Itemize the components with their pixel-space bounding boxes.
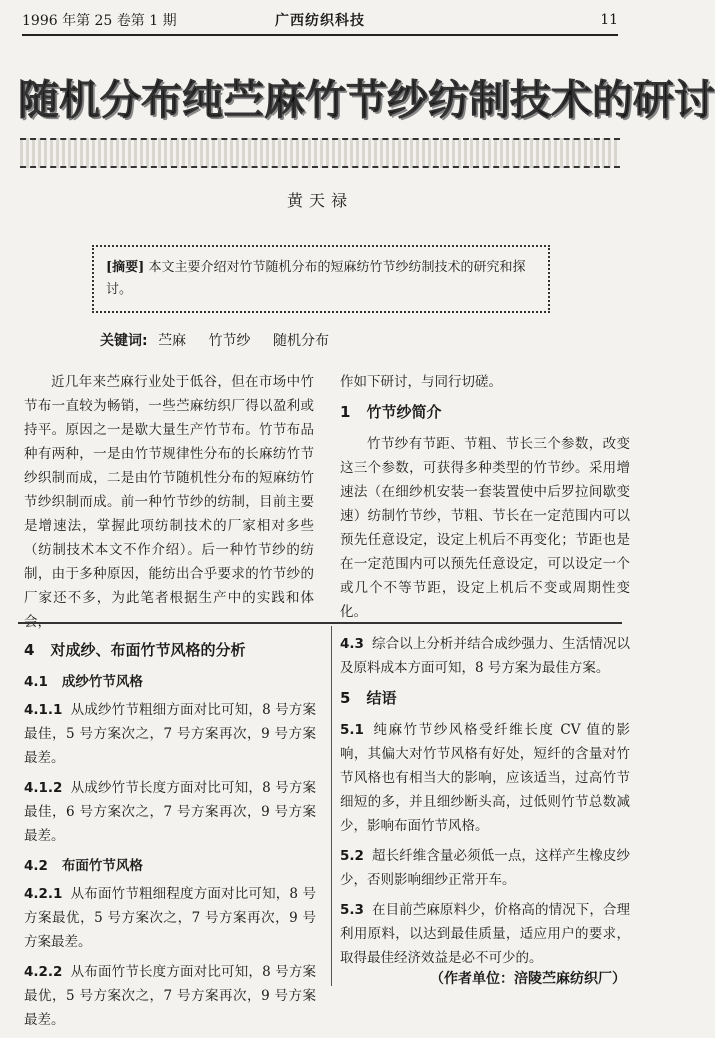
intro-column-right	[340, 370, 630, 624]
section-5-column	[340, 632, 630, 976]
paragraph-number: 5.3	[340, 902, 364, 918]
author-affiliation: （作者单位：涪陵苎麻纺织厂）	[430, 971, 626, 987]
intro-continuation: 作如下研讨，与同行切磋。	[340, 374, 502, 390]
paragraph-text: 在目前苎麻原料少，价格高的情况下，合理利用原料，以达到最佳质量，适应用户的要求，取得最佳经济效益是必不可少的。	[340, 902, 630, 966]
paragraph-5-2	[340, 844, 630, 892]
section-title: 对成纱、布面竹节风格的分析	[50, 641, 246, 659]
keyword-item: 随机分布	[272, 333, 329, 349]
section-number: 4	[24, 641, 35, 659]
keyword-item: 竹节纱	[208, 333, 251, 349]
column-divider	[331, 626, 332, 986]
subsection-title: 布面竹节风格	[61, 858, 143, 874]
keyword-item: 苎麻	[158, 333, 187, 349]
section-number: 5	[340, 689, 351, 707]
paragraph-4-1-2	[24, 776, 316, 848]
author-name: 黄天禄	[286, 191, 353, 210]
section-title: 结语	[366, 689, 397, 707]
paragraph-number: 4.2.2	[24, 964, 63, 980]
paragraph-4-2-2	[24, 960, 316, 1032]
paragraph-number: 4.2.1	[24, 886, 63, 902]
paragraph-text: 超长纤维含量必须低一点，这样产生橡皮纱少，否则影响细纱正常开车。	[340, 848, 630, 888]
section-number: 1	[340, 403, 351, 421]
abstract-box	[92, 245, 550, 313]
section-divider	[18, 622, 622, 624]
paragraph-text: 从成纱竹节粗细方面对比可知，8 号方案最佳，5 号方案次之，7 号方案再次，9 号方案最差。	[24, 702, 316, 766]
paragraph-text: 纯麻竹节纱风格受纤维长度 CV 值的影响，其偏大对竹节风格有好处，短纤的含量对竹节风格也有相当大的影响，应该适当，过高竹节细短的多，并且细纱断头高，过低则竹节总数减少，影响布面竹节风格。	[340, 722, 630, 834]
article-title: 随机分布纯苎麻竹节纱纺制技术的研讨	[18, 76, 715, 124]
section-title: 竹节纱简介	[366, 403, 442, 421]
subsection-title: 成纱竹节风格	[61, 674, 143, 690]
intro-paragraph: 近几年来苎麻行业处于低谷，但在市场中竹节布一直较为畅销，一些苎麻纺织厂得以盈利或持平。原因之一是歇大量生产竹节布。竹节布品种有两种，一是由竹节规律性分布的长麻纺竹节纱织制而成，二是由竹节随机性分布的短麻纺竹节纱织制而成。前一种竹节纱的纺制，目前主要是增速法，掌握此项纺制技术的厂家相对多些（纺制技术本文不作介绍）。后一种竹节纱的纺制，由于多种原因，能纺出合乎要求的竹节纱的厂家还不多，为此笔者根据生产中的实践和体会，	[24, 374, 314, 630]
keywords	[100, 330, 347, 350]
paragraph-4-3	[340, 632, 630, 680]
subsection-number: 4.2	[24, 858, 48, 874]
section-1-heading	[340, 400, 630, 424]
subsection-number: 4.1	[24, 674, 48, 690]
section-5-heading	[340, 686, 630, 710]
paragraph-text: 从成纱竹节长度方面对比可知，8 号方案最佳，6 号方案次之，7 号方案再次，9 号方案最差。	[24, 780, 316, 844]
subsection-4-1-heading	[24, 670, 316, 694]
running-header	[22, 8, 618, 32]
abstract-label: [摘要]	[106, 260, 145, 275]
abstract-text: 本文主要介绍对竹节随机分布的短麻纺竹节纱纺制技术的研究和探讨。	[106, 260, 526, 297]
issue-info: 1996 年第 25 卷第 1 期	[22, 13, 177, 29]
paragraph-text: 从布面竹节长度方面对比可知，8 号方案最优，5 号方案次之，7 号方案再次，9 号方案最差。	[24, 964, 316, 1028]
paragraph-text: 从布面竹节粗细程度方面对比可知，8 号方案最优，5 号方案次之，7 号方案再次，9 号方案最差。	[24, 886, 316, 950]
page-number: 11	[600, 12, 619, 28]
paragraph-text: 综合以上分析并结合成纱强力、生活情况以及原料成本方面可知，8 号方案为最佳方案。	[340, 636, 630, 676]
paragraph-number: 4.1.2	[24, 780, 63, 796]
paragraph-number: 4.3	[340, 636, 364, 652]
keywords-label: 关键词:	[100, 333, 148, 349]
section-4-heading	[24, 638, 316, 662]
paragraph-number: 5.2	[340, 848, 364, 864]
title-decoration-bar	[20, 138, 620, 168]
section-1-text: 竹节纱有节距、节粗、节长三个参数，改变这三个参数，可获得多种类型的竹节纱。采用增速法（在细纱机安装一套装置使中后罗拉间歇变速）纺制竹节纱，节粗、节长在一定范围内可以预先任意设定，设定上机后不再变化；节距也是在一定范围内可以预先任意设定，可以设定一个或几个不等节距，设定上机后不变或周期性变化。	[340, 436, 630, 620]
paragraph-4-2-1	[24, 882, 316, 954]
section-4-column	[24, 632, 316, 1038]
intro-column-left	[24, 370, 314, 634]
paragraph-5-1	[340, 718, 630, 838]
journal-name: 广西纺织科技	[275, 13, 365, 29]
subsection-4-2-heading	[24, 854, 316, 878]
paragraph-5-3	[340, 898, 630, 970]
paragraph-number: 4.1.1	[24, 702, 63, 718]
paragraph-4-1-1	[24, 698, 316, 770]
header-rule	[22, 34, 618, 36]
paragraph-number: 5.1	[340, 722, 364, 738]
